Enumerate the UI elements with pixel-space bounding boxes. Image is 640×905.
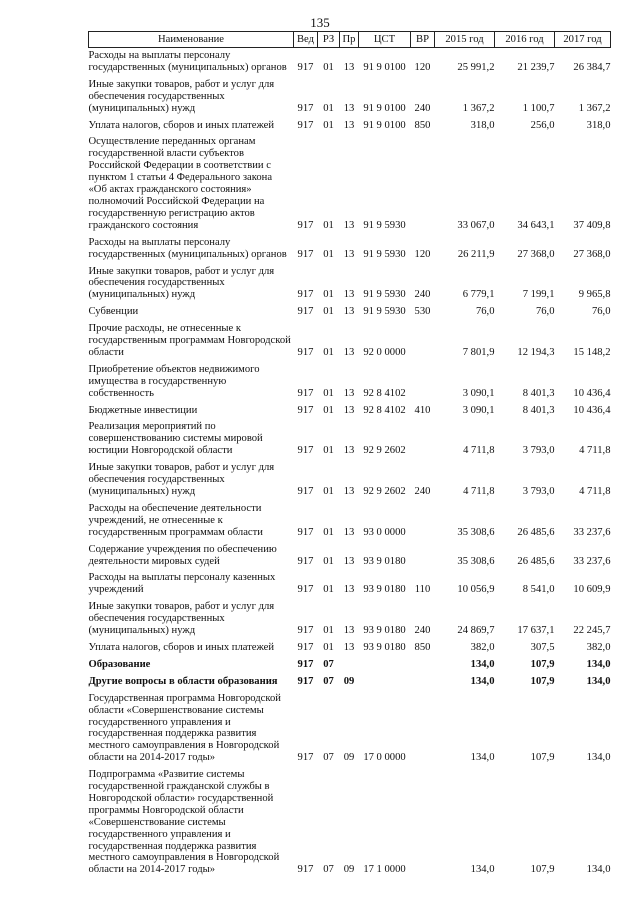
cell-pr: 13 (343, 61, 355, 73)
cell-y2015: 35 308,6 (457, 555, 495, 567)
cell-y2015: 7 801,9 (462, 346, 495, 358)
cell-vr (411, 674, 435, 691)
cell-vr: 240 (414, 289, 431, 301)
cell-cst: 91 9 0100 (363, 119, 406, 131)
table-row (89, 657, 611, 674)
cell-y2017: 76,0 (591, 306, 611, 318)
cell-name: Иные закупки товаров, работ и услуг для обеспечения государственных (муниципальных) нужд (88, 265, 275, 301)
cell-rz: 01 (323, 306, 334, 318)
cell-ved: 917 (297, 658, 314, 670)
cell-cst: 91 9 5930 (363, 289, 406, 301)
cell-y2016: 21 239,7 (517, 61, 555, 73)
cell-name: Расходы на выплаты персоналу государственных (муниципальных) органов (88, 50, 287, 73)
cell-cst: 92 8 4102 (363, 387, 406, 399)
cell-y2015: 134,0 (470, 675, 495, 687)
cell-y2017: 134,0 (586, 658, 611, 670)
cell-y2015: 134,0 (470, 658, 495, 670)
cell-rz: 01 (323, 445, 334, 457)
cell-y2017: 10 436,4 (573, 387, 611, 399)
header-pr: Пр (340, 32, 359, 48)
cell-cst: 91 9 5930 (363, 219, 406, 231)
cell-y2015: 25 991,2 (457, 61, 495, 73)
cell-y2015: 3 090,1 (462, 404, 495, 416)
table-row (89, 599, 611, 640)
cell-name: Расходы на выплаты персоналу государственных (муниципальных) органов (88, 236, 287, 260)
cell-y2016: 107,9 (530, 658, 555, 670)
cell-name: Иные закупки товаров, работ и услуг для обеспечения государственных (муниципальных) нужд (88, 78, 275, 114)
cell-ved: 917 (297, 248, 314, 260)
cell-pr: 13 (343, 625, 355, 637)
cell-vr: 410 (414, 404, 431, 416)
cell-y2015: 382,0 (470, 641, 495, 653)
cell-cst: 93 9 0180 (363, 555, 406, 567)
cell-vr (411, 657, 435, 674)
cell-name: Другие вопросы в области образования (88, 675, 278, 687)
cell-y2016: 27 368,0 (517, 248, 555, 260)
cell-ved: 917 (297, 289, 314, 301)
cell-y2016: 3 793,0 (522, 445, 555, 457)
cell-cst: 93 0 0000 (363, 526, 406, 538)
cell-vr: 850 (414, 641, 431, 653)
cell-rz: 01 (323, 555, 334, 567)
table-row (89, 77, 611, 118)
cell-rz: 01 (323, 119, 334, 131)
cell-ved: 917 (297, 404, 314, 416)
cell-y2015: 76,0 (475, 306, 495, 318)
cell-y2016: 3 793,0 (522, 486, 555, 497)
cell-ved: 917 (297, 486, 314, 497)
cell-cst: 93 9 0180 (363, 584, 406, 596)
cell-y2016: 8 541,0 (522, 584, 555, 596)
cell-y2015: 3 090,1 (462, 387, 495, 399)
cell-y2016: 26 485,6 (517, 526, 555, 538)
cell-pr (340, 657, 359, 674)
cell-cst: 93 9 0180 (363, 641, 406, 653)
cell-rz: 01 (323, 404, 334, 416)
cell-pr: 13 (343, 102, 355, 114)
cell-name: Государственная программа Новгородской области «Совершенствование системы государственного управления и государственная поддержка развития местного самоуправления в Новгородской области на 2014-2017 годы» (88, 692, 281, 764)
cell-vr (411, 362, 435, 403)
cell-vr (411, 501, 435, 542)
cell-name: Расходы на обеспечение деятельности учреждений, не отнесенные к государственным программам области (88, 502, 263, 538)
cell-name: Субвенции (88, 306, 139, 318)
table-row (89, 118, 611, 135)
table-row (89, 362, 611, 403)
cell-y2017: 318,0 (586, 119, 611, 131)
cell-vr (411, 691, 435, 767)
cell-y2016: 107,9 (530, 864, 555, 876)
cell-cst: 92 9 2602 (363, 445, 406, 457)
table-row (89, 403, 611, 420)
cell-y2017: 134,0 (586, 752, 611, 764)
cell-rz: 07 (323, 658, 334, 670)
cell-pr: 13 (343, 289, 355, 301)
cell-pr: 13 (343, 555, 355, 567)
cell-pr: 13 (343, 404, 355, 416)
cell-cst: 92 0 0000 (363, 346, 406, 358)
cell-pr: 13 (343, 445, 355, 457)
cell-vr (411, 542, 435, 571)
table-row (89, 640, 611, 657)
header-vr: ВР (411, 32, 435, 48)
cell-y2017: 4 711,8 (579, 486, 611, 497)
cell-vr: 110 (414, 584, 431, 596)
cell-y2015: 4 711,8 (463, 486, 495, 497)
cell-rz: 07 (323, 864, 334, 876)
cell-ved: 917 (297, 306, 314, 318)
budget-table (88, 31, 611, 879)
header-rz: РЗ (318, 32, 340, 48)
cell-y2015: 1 367,2 (462, 102, 495, 114)
cell-name: Бюджетные инвестиции (88, 404, 198, 416)
cell-y2015: 318,0 (470, 119, 495, 131)
cell-vr: 120 (414, 61, 431, 73)
cell-cst: 17 0 0000 (363, 752, 406, 764)
table-row (89, 264, 611, 305)
cell-y2016: 26 485,6 (517, 555, 555, 567)
cell-y2015: 24 869,7 (457, 625, 495, 637)
cell-pr: 13 (343, 641, 355, 653)
cell-cst: 91 9 0100 (363, 61, 406, 73)
cell-vr (411, 767, 435, 879)
cell-ved: 917 (297, 675, 314, 687)
header-ved: Вед (294, 32, 318, 48)
cell-y2017: 10 609,9 (573, 584, 611, 596)
cell-y2017: 9 965,8 (578, 289, 611, 301)
cell-y2015: 4 711,8 (463, 445, 495, 457)
cell-y2016: 107,9 (530, 752, 555, 764)
cell-rz: 01 (323, 219, 334, 231)
cell-name: Расходы на выплаты персоналу казенных учреждений (88, 572, 276, 596)
cell-ved: 917 (297, 584, 314, 596)
cell-rz: 01 (323, 289, 334, 301)
header-2015: 2015 год (435, 32, 495, 48)
cell-cst (359, 657, 411, 674)
cell-y2016: 12 194,3 (517, 346, 555, 358)
table-row (89, 691, 611, 767)
cell-y2017: 10 436,4 (573, 404, 611, 416)
cell-y2016: 17 637,1 (517, 625, 555, 637)
cell-rz: 07 (323, 675, 334, 687)
table-row (89, 48, 611, 77)
cell-y2016: 34 643,1 (517, 219, 555, 231)
cell-cst: 93 9 0180 (363, 625, 406, 637)
cell-vr: 240 (414, 486, 431, 497)
cell-cst (359, 674, 411, 691)
cell-y2016: 107,9 (530, 675, 555, 687)
cell-cst: 92 9 2602 (363, 486, 406, 497)
cell-ved: 917 (297, 61, 314, 73)
cell-rz: 01 (323, 102, 334, 114)
cell-y2015: 10 056,9 (457, 584, 495, 596)
cell-y2016: 1 100,7 (522, 102, 555, 114)
cell-pr: 09 (343, 752, 355, 764)
cell-y2016: 76,0 (535, 306, 555, 318)
cell-ved: 917 (297, 864, 314, 876)
cell-name: Прочие расходы, не отнесенные к государственным программам Новгородской области (88, 323, 291, 358)
cell-ved: 917 (297, 387, 314, 399)
cell-pr: 13 (343, 346, 355, 358)
cell-name: Иные закупки товаров, работ и услуг для обеспечения государственных (муниципальных) нужд (88, 601, 275, 637)
cell-name: Образование (88, 658, 151, 670)
cell-name: Иные закупки товаров, работ и услуг для обеспечения государственных (муниципальных) нужд (88, 462, 275, 497)
cell-y2016: 8 401,3 (522, 404, 555, 416)
cell-y2017: 33 237,6 (573, 555, 611, 567)
cell-pr: 13 (343, 526, 355, 538)
cell-pr: 13 (343, 387, 355, 399)
table-row (89, 674, 611, 691)
cell-rz: 07 (323, 752, 334, 764)
cell-vr: 530 (414, 306, 431, 318)
cell-name: Реализация мероприятий по совершенствованию системы мировой юстиции Новгородской области (88, 421, 263, 457)
cell-name: Приобретение объектов недвижимого имущества в государственную собственность (88, 363, 260, 399)
header-cst: ЦСТ (359, 32, 411, 48)
cell-pr: 13 (343, 248, 355, 260)
cell-y2015: 134,0 (470, 752, 495, 764)
table-row (89, 419, 611, 460)
cell-rz: 01 (323, 248, 334, 260)
cell-name: Уплата налогов, сборов и иных платежей (88, 641, 275, 653)
cell-y2017: 4 711,8 (579, 445, 611, 457)
cell-y2016: 8 401,3 (522, 387, 555, 399)
cell-pr: 13 (343, 486, 355, 497)
cell-y2017: 33 237,6 (573, 526, 611, 538)
table-row (89, 542, 611, 571)
cell-y2017: 27 368,0 (573, 248, 611, 260)
cell-y2015: 6 779,1 (462, 289, 495, 301)
cell-y2015: 33 067,0 (457, 219, 495, 231)
cell-pr: 13 (343, 219, 355, 231)
cell-pr: 09 (343, 864, 355, 876)
cell-rz: 01 (323, 584, 334, 596)
cell-y2017: 37 409,8 (573, 219, 611, 231)
cell-y2017: 15 148,2 (573, 346, 611, 358)
cell-y2017: 22 245,7 (573, 625, 611, 637)
cell-rz: 01 (323, 61, 334, 73)
cell-pr: 09 (343, 675, 355, 687)
cell-y2017: 382,0 (586, 641, 611, 653)
cell-vr: 240 (414, 625, 431, 637)
header-2016: 2016 год (495, 32, 555, 48)
cell-ved: 917 (297, 625, 314, 637)
cell-cst: 91 9 0100 (363, 102, 406, 114)
cell-vr (411, 321, 435, 362)
cell-y2017: 134,0 (586, 864, 611, 876)
cell-pr: 13 (343, 306, 355, 318)
table-row (89, 235, 611, 264)
cell-y2017: 134,0 (586, 675, 611, 687)
header-2017: 2017 год (555, 32, 611, 48)
cell-name: Содержание учреждения по обеспечению деятельности мировых судей (88, 543, 277, 567)
cell-cst: 91 9 5930 (363, 248, 406, 260)
cell-cst: 92 8 4102 (363, 404, 406, 416)
cell-rz: 01 (323, 387, 334, 399)
cell-ved: 917 (297, 555, 314, 567)
table-row (89, 570, 611, 599)
cell-rz: 01 (323, 641, 334, 653)
cell-rz: 01 (323, 346, 334, 358)
cell-y2015: 26 211,9 (457, 248, 495, 260)
cell-name: Осуществление переданных органам государственной власти субъектов Российской Федерации в соответствии с пунктом 1 статьи 4 Федерального закона «Об актах гражданского состояния» полномочий Российской Федерации на государственную регистрацию актов гражданского состояния (88, 136, 273, 231)
cell-vr: 850 (414, 119, 431, 131)
table-header-row (89, 32, 611, 48)
cell-pr: 13 (343, 119, 355, 131)
table-row (89, 304, 611, 321)
cell-pr: 13 (343, 584, 355, 596)
cell-y2017: 26 384,7 (573, 61, 611, 73)
cell-ved: 917 (297, 346, 314, 358)
table-row (89, 501, 611, 542)
cell-y2015: 134,0 (470, 864, 495, 876)
cell-y2016: 307,5 (530, 641, 555, 653)
cell-vr (411, 419, 435, 460)
cell-ved: 917 (297, 641, 314, 653)
table-row (89, 134, 611, 234)
cell-y2016: 7 199,1 (522, 289, 555, 301)
cell-ved: 917 (297, 526, 314, 538)
cell-vr (411, 134, 435, 234)
page-number: 135 (310, 15, 330, 30)
cell-rz: 01 (323, 486, 334, 497)
cell-name: Уплата налогов, сборов и иных платежей (88, 119, 275, 131)
cell-ved: 917 (297, 752, 314, 764)
cell-name: Подпрограмма «Развитие системы государственной гражданской службы в Новгородской области» государственной программы Новгородской области «Совершенствование системы государственного управления и государственная поддержка развития местного самоуправления в Новгородской области на 2014-2017 годы» (88, 769, 280, 876)
header-name: Наименование (89, 32, 294, 48)
table-row (89, 460, 611, 501)
cell-cst: 17 1 0000 (363, 864, 406, 876)
table-row (89, 767, 611, 879)
table-row (89, 321, 611, 362)
cell-ved: 917 (297, 445, 314, 457)
cell-y2017: 1 367,2 (578, 102, 611, 114)
cell-rz: 01 (323, 526, 334, 538)
cell-ved: 917 (297, 219, 314, 231)
cell-y2016: 256,0 (530, 119, 555, 131)
cell-vr: 120 (414, 248, 431, 260)
table-body (89, 48, 611, 880)
cell-ved: 917 (297, 119, 314, 131)
cell-rz: 01 (323, 625, 334, 637)
cell-vr: 240 (414, 102, 431, 114)
cell-cst: 91 9 5930 (363, 306, 406, 318)
cell-ved: 917 (297, 102, 314, 114)
cell-y2015: 35 308,6 (457, 526, 495, 538)
